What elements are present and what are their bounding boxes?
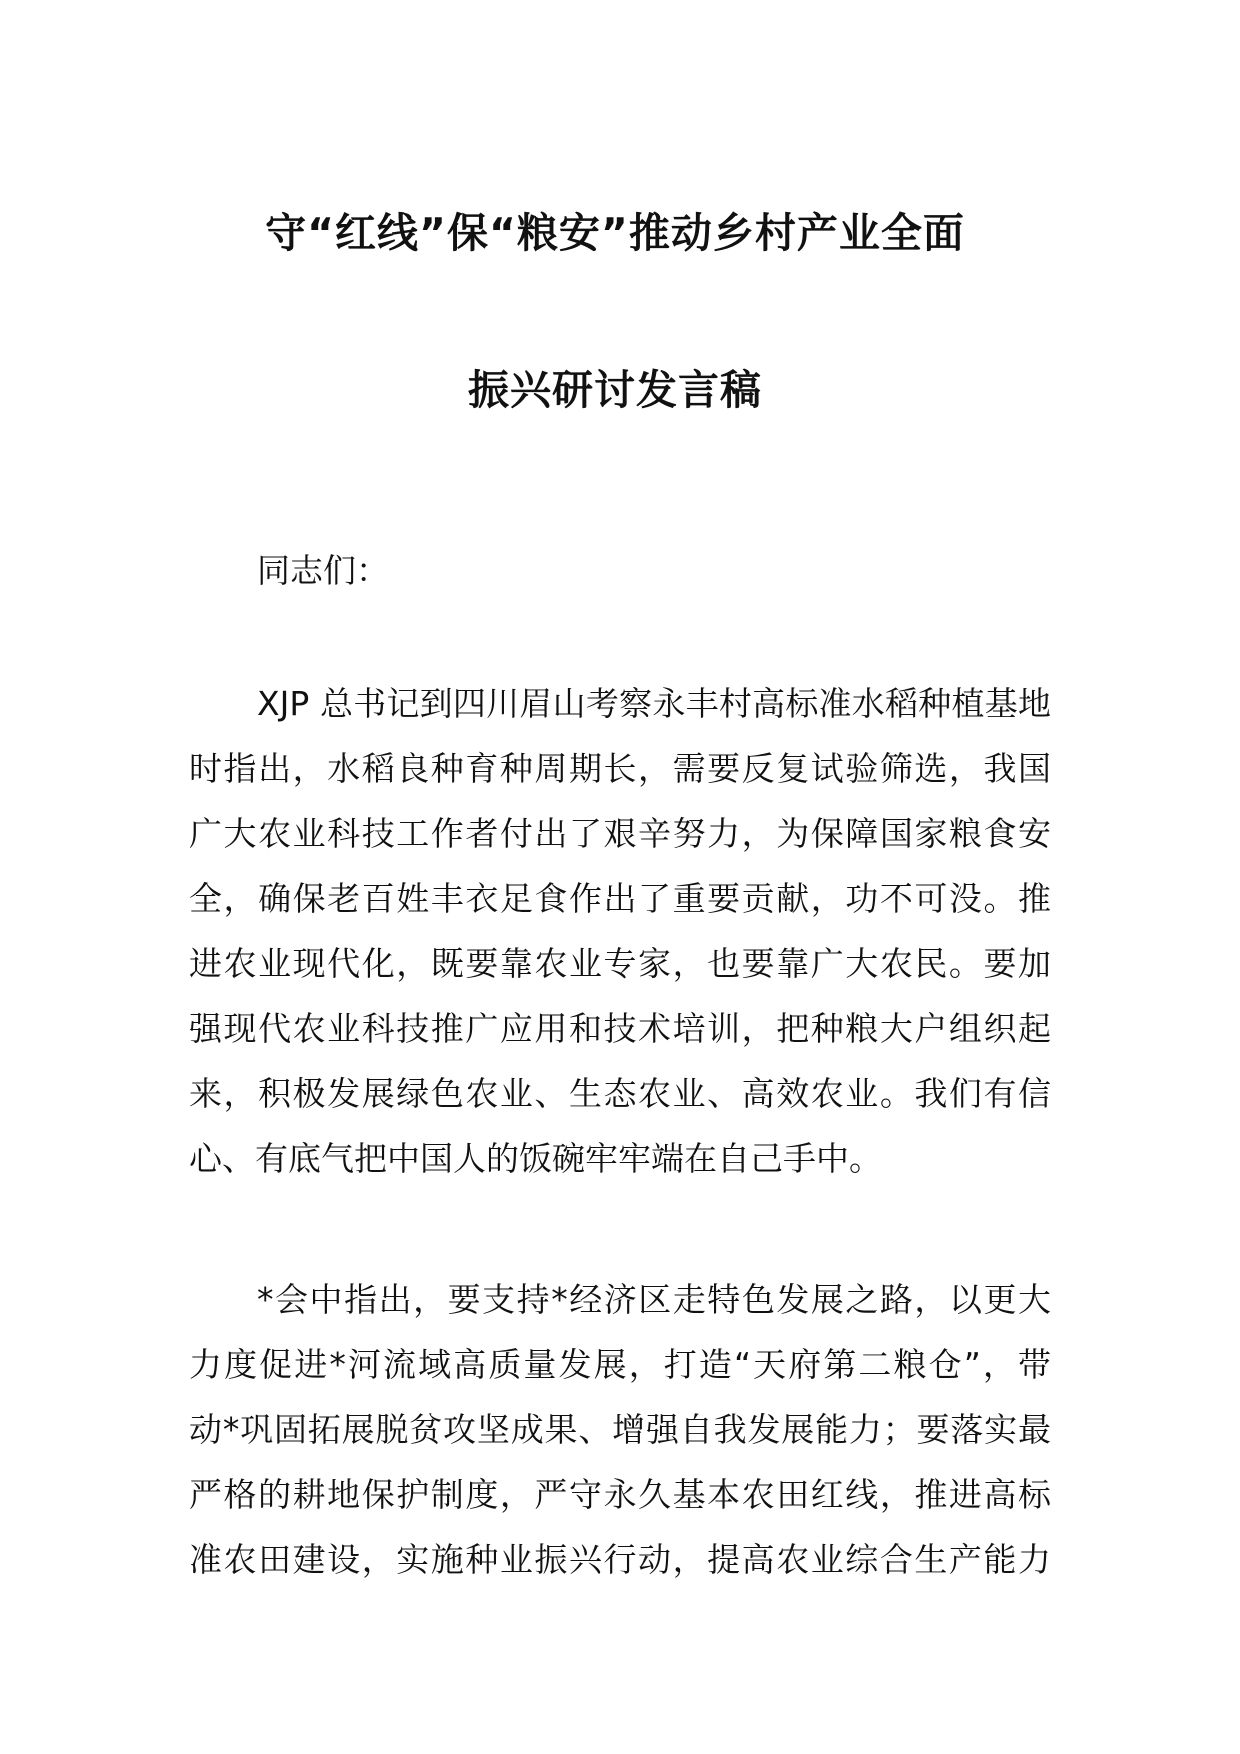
paragraph-line: 强现代农业科技推广应用和技术培训，把种粮大户组织起 [189, 1009, 1051, 1048]
paragraph-line: 广大农业科技工作者付出了艰辛努力，为保障国家粮食安 [189, 814, 1051, 853]
paragraph-line: 心、有底气把中国人的饭碗牢牢端在自己手中。 [189, 1139, 882, 1178]
salutation: 同志们： [257, 551, 389, 590]
paragraph-line: XJP 总书记到四川眉山考察永丰村高标准水稻种植基地 [257, 684, 1051, 723]
paragraph-line: 时指出，水稻良种育种周期长，需要反复试验筛选，我国 [189, 749, 1051, 788]
paragraph-line: 进农业现代化，既要靠农业专家，也要靠广大农民。要加 [189, 944, 1051, 983]
paragraph-line: 严格的耕地保护制度，严守永久基本农田红线，推进高标 [189, 1475, 1051, 1514]
paragraph-line: 准农田建设，实施种业振兴行动，提高农业综合生产能力 [189, 1540, 1051, 1579]
paragraph-line: 动*巩固拓展脱贫攻坚成果、增强自我发展能力；要落实最 [189, 1410, 1051, 1449]
document-title-line-2: 振兴研讨发言稿 [468, 366, 762, 414]
paragraph-line: 力度促进*河流域高质量发展，打造“天府第二粮仓”，带 [189, 1345, 1051, 1384]
paragraph-2 [189, 1267, 1051, 1592]
paragraph-line: *会中指出，要支持*经济区走特色发展之路，以更大 [257, 1280, 1051, 1319]
paragraph-line: 全，确保老百姓丰衣足食作出了重要贡献，功不可没。推 [189, 879, 1051, 918]
paragraph-line: 来，积极发展绿色农业、生态农业、高效农业。我们有信 [189, 1074, 1051, 1113]
paragraph-1 [189, 671, 1051, 1191]
document-title-line-1: 守“红线”保“粮安”推动乡村产业全面 [265, 209, 965, 257]
